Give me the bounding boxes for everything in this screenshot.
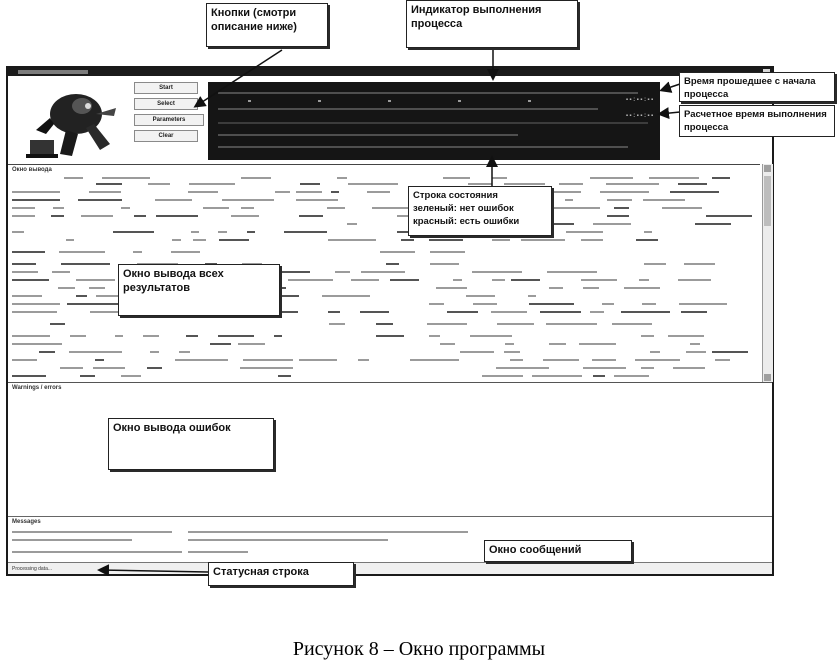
- result-text-fragment: [299, 359, 337, 361]
- result-text-fragment: [592, 359, 616, 361]
- result-text-fragment: [547, 271, 597, 273]
- result-text-fragment: [67, 303, 120, 305]
- result-text-fragment: [95, 359, 104, 361]
- result-text-fragment: [89, 191, 121, 193]
- messages-callout: Окно сообщений: [484, 540, 632, 562]
- result-text-fragment: [472, 271, 522, 273]
- result-text-fragment: [565, 199, 573, 201]
- result-text-fragment: [171, 251, 200, 253]
- results-scrollbar[interactable]: [762, 164, 773, 382]
- result-text-fragment: [327, 207, 345, 209]
- result-text-fragment: [328, 239, 376, 241]
- result-text-fragment: [70, 335, 86, 337]
- result-text-fragment: [590, 177, 633, 179]
- result-text-fragment: [218, 231, 227, 233]
- result-text-fragment: [222, 199, 274, 201]
- result-text-fragment: [296, 199, 338, 201]
- result-text-fragment: [679, 303, 727, 305]
- result-text-fragment: [430, 251, 465, 253]
- result-text-fragment: [602, 303, 614, 305]
- result-text-fragment: [390, 279, 419, 281]
- errors-callout: Окно вывода ошибок: [108, 418, 274, 470]
- result-text-fragment: [76, 295, 87, 297]
- result-text-fragment: [113, 231, 154, 233]
- result-text-fragment: [566, 231, 603, 233]
- result-text-fragment: [681, 311, 707, 313]
- parameters-button[interactable]: Parameters: [134, 114, 204, 126]
- result-text-fragment: [581, 239, 603, 241]
- result-text-fragment: [581, 279, 617, 281]
- result-text-fragment: [52, 271, 70, 273]
- result-text-fragment: [447, 311, 478, 313]
- result-text-fragment: [510, 359, 523, 361]
- result-text-fragment: [240, 367, 293, 369]
- scroll-thumb[interactable]: [764, 176, 771, 226]
- result-text-fragment: [172, 239, 181, 241]
- result-text-fragment: [156, 215, 198, 217]
- result-text-fragment: [335, 271, 350, 273]
- estimated-callout: Расчетное время выполнения процесса: [679, 105, 835, 137]
- result-text-fragment: [549, 287, 563, 289]
- result-text-fragment: [430, 263, 459, 265]
- result-text-fragment: [511, 279, 540, 281]
- result-text-fragment: [614, 207, 629, 209]
- result-text-fragment: [150, 351, 159, 353]
- result-text-fragment: [376, 323, 393, 325]
- result-text-fragment: [684, 263, 715, 265]
- result-text-fragment: [66, 239, 74, 241]
- result-text-fragment: [348, 183, 398, 185]
- result-text-fragment: [90, 311, 119, 313]
- result-text-fragment: [642, 303, 656, 305]
- result-text-fragment: [649, 177, 699, 179]
- result-text-fragment: [238, 343, 265, 345]
- result-text-fragment: [12, 279, 49, 281]
- result-text-fragment: [12, 199, 60, 201]
- select-button[interactable]: Select: [134, 98, 198, 110]
- scroll-down-icon[interactable]: [764, 374, 771, 381]
- result-text-fragment: [219, 239, 249, 241]
- result-text-fragment: [482, 375, 523, 377]
- result-text-fragment: [12, 311, 57, 313]
- result-text-fragment: [636, 239, 658, 241]
- result-text-fragment: [89, 287, 105, 289]
- result-text-fragment: [39, 351, 55, 353]
- result-text-fragment: [621, 311, 670, 313]
- result-text-fragment: [143, 335, 159, 337]
- result-text-fragment: [12, 359, 37, 361]
- result-text-fragment: [443, 177, 470, 179]
- result-text-fragment: [179, 351, 190, 353]
- result-text-fragment: [134, 215, 146, 217]
- result-text-fragment: [12, 207, 35, 209]
- result-text-fragment: [60, 367, 83, 369]
- result-text-fragment: [583, 287, 599, 289]
- result-text-fragment: [440, 343, 455, 345]
- result-text-fragment: [12, 191, 60, 193]
- result-text-fragment: [69, 351, 122, 353]
- result-text-fragment: [712, 351, 748, 353]
- result-text-fragment: [639, 279, 649, 281]
- result-text-fragment: [521, 239, 565, 241]
- result-text-fragment: [436, 287, 467, 289]
- result-text-fragment: [624, 287, 660, 289]
- result-text-fragment: [612, 323, 652, 325]
- result-text-fragment: [241, 207, 254, 209]
- result-text-fragment: [548, 207, 600, 209]
- buttons-callout: Кнопки (смотри описание ниже): [206, 3, 328, 47]
- result-text-fragment: [386, 263, 399, 265]
- result-text-fragment: [453, 279, 462, 281]
- result-text-fragment: [492, 177, 507, 179]
- header-area: [8, 76, 772, 164]
- result-text-fragment: [80, 375, 95, 377]
- result-text-fragment: [644, 263, 666, 265]
- statusbar-callout: Статусная строка: [208, 562, 354, 586]
- result-text-fragment: [12, 251, 45, 253]
- scroll-up-icon[interactable]: [764, 165, 771, 172]
- result-text-fragment: [155, 199, 192, 201]
- result-text-fragment: [579, 343, 616, 345]
- result-text-fragment: [410, 359, 459, 361]
- result-text-fragment: [121, 207, 130, 209]
- result-text-fragment: [210, 343, 231, 345]
- elapsed-time-value: ▪▪:▪▪:▪▪: [625, 96, 654, 103]
- result-text-fragment: [466, 295, 495, 297]
- result-text-fragment: [670, 191, 719, 193]
- result-text-fragment: [376, 335, 404, 337]
- result-text-fragment: [12, 231, 24, 233]
- result-text-fragment: [529, 303, 574, 305]
- result-text-fragment: [12, 335, 50, 337]
- result-text-fragment: [81, 215, 113, 217]
- result-text-fragment: [641, 367, 654, 369]
- result-text-fragment: [102, 177, 150, 179]
- result-text-fragment: [678, 279, 711, 281]
- result-text-fragment: [715, 359, 730, 361]
- result-text-fragment: [712, 177, 730, 179]
- result-text-fragment: [532, 375, 582, 377]
- result-text-fragment: [12, 375, 46, 377]
- result-text-fragment: [53, 207, 64, 209]
- result-text-fragment: [496, 367, 549, 369]
- result-text-fragment: [401, 239, 414, 241]
- result-text-fragment: [543, 359, 579, 361]
- result-text-fragment: [12, 343, 62, 345]
- result-text-fragment: [247, 231, 255, 233]
- result-text-fragment: [275, 191, 290, 193]
- result-text-fragment: [614, 375, 649, 377]
- messages-pane-label: Messages: [12, 519, 41, 525]
- results-pane-label: Окно вывода: [12, 167, 52, 173]
- result-text-fragment: [12, 303, 60, 305]
- result-text-fragment: [189, 183, 235, 185]
- result-text-fragment: [51, 215, 64, 217]
- progress-indicator: [218, 92, 638, 94]
- progress-panel: [208, 82, 660, 160]
- result-text-fragment: [203, 207, 229, 209]
- status-line-callout: [408, 186, 552, 236]
- result-text-fragment: [191, 231, 199, 233]
- result-text-fragment: [328, 311, 340, 313]
- result-text-fragment: [121, 375, 141, 377]
- result-text-fragment: [96, 183, 122, 185]
- result-text-fragment: [380, 251, 415, 253]
- result-text-fragment: [678, 183, 707, 185]
- result-text-fragment: [470, 335, 512, 337]
- result-text-fragment: [491, 311, 527, 313]
- elapsed-callout: Время прошедшее с начала процесса: [679, 72, 835, 102]
- result-text-fragment: [504, 183, 545, 185]
- result-text-fragment: [429, 303, 444, 305]
- result-text-fragment: [673, 367, 705, 369]
- result-text-fragment: [367, 191, 390, 193]
- status-line-callout-red: красный: есть ошибки: [413, 216, 520, 227]
- result-text-fragment: [299, 215, 323, 217]
- status-bar: Processing data...: [8, 562, 772, 574]
- result-text-fragment: [12, 295, 42, 297]
- result-text-fragment: [296, 191, 322, 193]
- result-text-fragment: [668, 335, 704, 337]
- result-text-fragment: [429, 239, 463, 241]
- result-text-fragment: [643, 199, 685, 201]
- result-text-fragment: [427, 323, 467, 325]
- result-text-fragment: [276, 271, 310, 273]
- result-text-fragment: [361, 271, 405, 273]
- result-text-fragment: [59, 251, 105, 253]
- result-text-fragment: [147, 367, 162, 369]
- result-text-fragment: [347, 223, 357, 225]
- result-text-fragment: [12, 263, 36, 265]
- result-text-fragment: [662, 207, 702, 209]
- result-text-fragment: [12, 215, 35, 217]
- result-text-fragment: [284, 231, 327, 233]
- result-text-fragment: [593, 223, 631, 225]
- result-text-fragment: [58, 287, 75, 289]
- status-line-callout-title: Строка состояния: [413, 190, 498, 201]
- result-text-fragment: [473, 303, 497, 305]
- result-text-fragment: [504, 351, 520, 353]
- result-text-fragment: [218, 335, 254, 337]
- result-text-fragment: [331, 191, 339, 193]
- result-text-fragment: [78, 199, 122, 201]
- result-text-fragment: [186, 335, 198, 337]
- result-text-fragment: [337, 177, 347, 179]
- result-text-fragment: [93, 367, 125, 369]
- result-text-fragment: [241, 177, 271, 179]
- result-text-fragment: [300, 183, 320, 185]
- result-text-fragment: [188, 191, 218, 193]
- result-text-fragment: [644, 231, 652, 233]
- result-text-fragment: [549, 343, 566, 345]
- status-line-indicator: [218, 122, 648, 124]
- result-text-fragment: [528, 295, 536, 297]
- result-text-fragment: [635, 359, 680, 361]
- results-callout: Окно вывода всех результатов: [118, 264, 280, 316]
- result-text-fragment: [358, 359, 369, 361]
- result-text-fragment: [351, 279, 379, 281]
- result-text-fragment: [322, 295, 370, 297]
- result-text-fragment: [76, 279, 115, 281]
- result-text-fragment: [148, 183, 170, 185]
- title-bar: [8, 68, 772, 76]
- window-title-text: [18, 70, 88, 74]
- result-text-fragment: [64, 177, 83, 179]
- clear-button[interactable]: Clear: [134, 130, 198, 142]
- result-text-fragment: [492, 239, 510, 241]
- result-text-fragment: [706, 215, 752, 217]
- result-text-fragment: [695, 223, 731, 225]
- result-text-fragment: [559, 183, 583, 185]
- result-text-fragment: [372, 207, 408, 209]
- result-text-fragment: [583, 367, 626, 369]
- result-text-fragment: [175, 359, 228, 361]
- result-text-fragment: [540, 311, 581, 313]
- result-text-fragment: [50, 323, 65, 325]
- result-text-fragment: [505, 343, 514, 345]
- result-text-fragment: [193, 239, 206, 241]
- result-text-fragment: [61, 263, 110, 265]
- result-text-fragment: [492, 279, 505, 281]
- result-text-fragment: [115, 335, 123, 337]
- result-text-fragment: [360, 311, 389, 313]
- status-line-callout-green: зеленый: нет ошибок: [413, 203, 514, 214]
- result-text-fragment: [468, 183, 492, 185]
- result-text-fragment: [497, 323, 534, 325]
- figure-caption: Рисунок 8 – Окно программы: [292, 638, 546, 660]
- result-text-fragment: [650, 351, 660, 353]
- result-text-fragment: [546, 323, 597, 325]
- result-text-fragment: [690, 343, 700, 345]
- start-button[interactable]: Start: [134, 82, 198, 94]
- result-text-fragment: [329, 323, 345, 325]
- result-text-fragment: [590, 311, 604, 313]
- result-text-fragment: [429, 335, 440, 337]
- result-text-fragment: [593, 375, 605, 377]
- result-text-fragment: [460, 351, 494, 353]
- result-text-fragment: [600, 191, 649, 193]
- logo-image: [16, 84, 124, 162]
- result-text-fragment: [607, 199, 632, 201]
- progress-callout: Индикатор выполнения процесса: [406, 0, 578, 48]
- result-text-fragment: [641, 335, 654, 337]
- result-text-fragment: [133, 251, 142, 253]
- estimated-time-value: ▪▪:▪▪:▪▪: [625, 112, 654, 119]
- result-text-fragment: [606, 183, 659, 185]
- result-text-fragment: [243, 359, 293, 361]
- result-text-fragment: [231, 215, 259, 217]
- result-text-fragment: [607, 215, 629, 217]
- messages-pane[interactable]: [8, 516, 772, 563]
- result-text-fragment: [12, 271, 38, 273]
- result-text-fragment: [288, 279, 333, 281]
- result-text-fragment: [274, 335, 282, 337]
- result-text-fragment: [278, 375, 291, 377]
- result-text-fragment: [686, 351, 706, 353]
- program-window: [6, 66, 774, 576]
- errors-pane-label: Warnings / errors: [12, 385, 62, 391]
